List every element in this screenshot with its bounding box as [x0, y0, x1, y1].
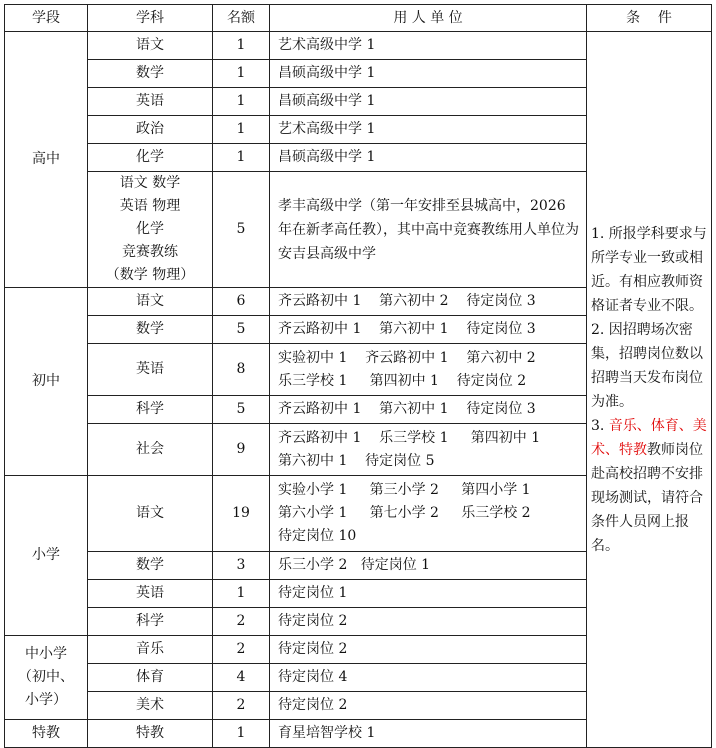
quota-cell: 2 — [213, 608, 270, 636]
employer-line: 齐云路初中 1 乐三学校 1 第四初中 1 — [278, 429, 541, 446]
employer-cell: 昌硕高级中学 1 — [270, 60, 587, 88]
condition-1: 1. 所报学科要求与所学专业一致或相近。有相应教师资格证者专业不限。 — [591, 225, 707, 314]
subject-cell-multi — [88, 172, 213, 288]
stage-cell-primary: 小学 — [5, 476, 88, 636]
subject-cell: 美术 — [88, 692, 213, 720]
subject-cell: 数学 — [88, 60, 213, 88]
subject-cell: 政治 — [88, 116, 213, 144]
condition-3-rest: 教师岗位赴高校招聘不安排现场测试，请符合条件人员网上报名。 — [591, 441, 703, 554]
employer-line: 齐云路初中 1 第六初中 2 待定岗位 3 — [278, 293, 536, 309]
header-row — [5, 5, 712, 32]
quota-cell: 5 — [213, 172, 270, 288]
quota-cell: 1 — [213, 32, 270, 60]
employer-line: 乐三学校 1 第四初中 1 待定岗位 2 — [278, 372, 527, 389]
quota-cell: 1 — [213, 116, 270, 144]
employer-line: 齐云路初中 1 第六初中 1 待定岗位 3 — [278, 321, 536, 337]
employer-cell: 艺术高级中学 1 — [270, 116, 587, 144]
employer-cell — [270, 692, 587, 720]
quota-cell: 4 — [213, 664, 270, 692]
employer-line: 齐云路初中 1 第六初中 1 待定岗位 3 — [278, 401, 536, 417]
quota-cell: 8 — [213, 344, 270, 396]
table-row — [5, 32, 712, 60]
header-stage: 学段 — [5, 5, 88, 32]
employer-line: 第六小学 1 第七小学 2 乐三学校 2 — [278, 505, 531, 521]
header-employer: 用 人 单 位 — [270, 5, 587, 32]
employer-cell — [270, 288, 587, 316]
quota-cell: 1 — [213, 60, 270, 88]
subject-cell: 英语 — [88, 88, 213, 116]
employer-line: 第六初中 1 待定岗位 5 — [278, 452, 435, 469]
subject-line: 语文 数学 — [119, 175, 181, 191]
quota-cell: 1 — [213, 580, 270, 608]
employer-line: 待定岗位 4 — [278, 669, 348, 685]
employer-cell — [270, 476, 587, 552]
quota-cell: 1 — [213, 144, 270, 172]
stage-line: 小学） — [25, 692, 67, 708]
condition-2: 2. 因招聘场次密集，招聘岗位数以招聘当天发布岗位为准。 — [591, 321, 703, 410]
subject-cell: 体育 — [88, 664, 213, 692]
subject-cell: 语文 — [88, 32, 213, 60]
employer-cell — [270, 720, 587, 748]
subject-cell: 英语 — [88, 580, 213, 608]
employer-cell: 昌硕高级中学 1 — [270, 88, 587, 116]
employer-line: 实验初中 1 齐云路初中 1 第六初中 2 — [278, 349, 536, 366]
quota-cell: 2 — [213, 692, 270, 720]
header-quota: 名额 — [213, 5, 270, 32]
quota-cell: 5 — [213, 396, 270, 424]
stage-line: 中小学 — [25, 646, 67, 662]
condition-3 — [591, 414, 707, 558]
subject-cell: 英语 — [88, 344, 213, 396]
stage-cell-middle: 初中 — [5, 288, 88, 476]
condition-3-highlight: 音乐、体育、美术、特教 — [591, 417, 707, 458]
stage-cell-special: 特教 — [5, 720, 88, 748]
subject-line: 竞赛教练 — [122, 244, 178, 260]
subject-cell: 科学 — [88, 608, 213, 636]
subject-line: 化学 — [136, 221, 164, 237]
subject-cell: 科学 — [88, 396, 213, 424]
stage-cell-combined — [5, 636, 88, 720]
employer-cell — [270, 552, 587, 580]
employer-cell — [270, 608, 587, 636]
subject-cell: 数学 — [88, 552, 213, 580]
subject-cell: 化学 — [88, 144, 213, 172]
employer-line: 实验小学 1 第三小学 2 第四小学 1 — [278, 482, 531, 498]
recruitment-table — [4, 4, 712, 748]
employer-cell: 孝丰高级中学（第一年安排至县城高中，2026 年在新孝高任教），其中高中竞赛教练用人单位为安吉县高级中学 — [270, 172, 587, 288]
employer-line: 乐三小学 2 待定岗位 1 — [278, 557, 431, 573]
employer-cell: 艺术高级中学 1 — [270, 32, 587, 60]
quota-cell: 9 — [213, 424, 270, 476]
conditions-cell — [587, 32, 712, 748]
employer-line: 育星培智学校 1 — [278, 725, 376, 741]
employer-line: 待定岗位 10 — [278, 528, 357, 544]
quota-cell: 6 — [213, 288, 270, 316]
condition-3-prefix: 3. — [591, 417, 609, 434]
employer-cell — [270, 424, 587, 476]
employer-cell — [270, 580, 587, 608]
header-conditions: 条 件 — [587, 5, 712, 32]
stage-cell-high: 高中 — [5, 32, 88, 288]
quota-cell: 19 — [213, 476, 270, 552]
subject-cell: 数学 — [88, 316, 213, 344]
quota-cell: 2 — [213, 636, 270, 664]
subject-cell: 音乐 — [88, 636, 213, 664]
subject-cell: 语文 — [88, 288, 213, 316]
quota-cell: 1 — [213, 88, 270, 116]
header-subject: 学科 — [88, 5, 213, 32]
employer-line: 待定岗位 2 — [278, 641, 348, 657]
quota-cell: 3 — [213, 552, 270, 580]
employer-cell: 昌硕高级中学 1 — [270, 144, 587, 172]
employer-cell — [270, 636, 587, 664]
employer-line: 待定岗位 2 — [278, 697, 348, 713]
employer-cell — [270, 344, 587, 396]
subject-cell: 特教 — [88, 720, 213, 748]
quota-cell: 1 — [213, 720, 270, 748]
subject-cell: 语文 — [88, 476, 213, 552]
employer-line: 待定岗位 2 — [278, 613, 348, 629]
employer-cell — [270, 396, 587, 424]
subject-cell: 社会 — [88, 424, 213, 476]
employer-line: 待定岗位 1 — [278, 585, 348, 601]
employer-cell — [270, 316, 587, 344]
stage-line: （初中、 — [18, 669, 74, 685]
employer-cell — [270, 664, 587, 692]
quota-cell: 5 — [213, 316, 270, 344]
subject-line: （数学 物理） — [105, 267, 195, 283]
subject-line: 英语 物理 — [119, 198, 181, 214]
